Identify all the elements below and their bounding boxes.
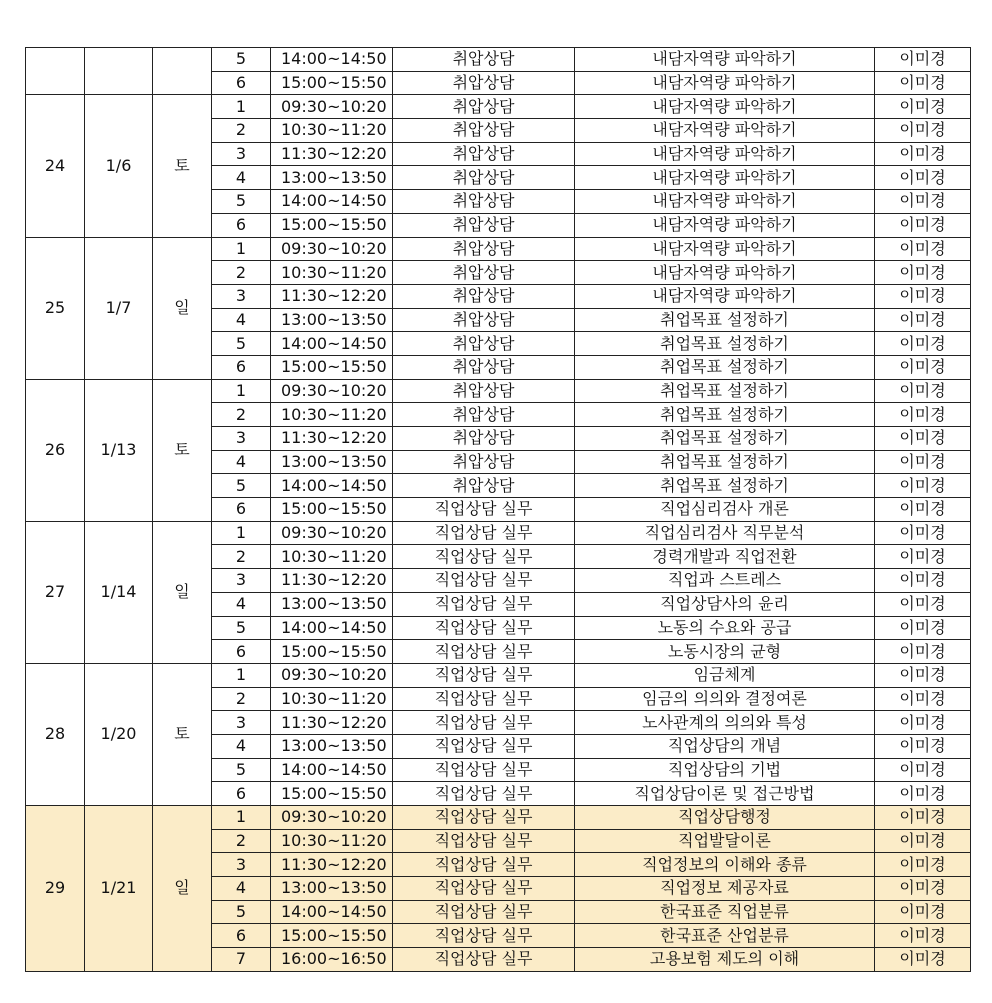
weekday-cell xyxy=(153,48,212,95)
instructor-cell: 이미경 xyxy=(875,782,971,806)
table-row xyxy=(26,806,971,830)
table-row xyxy=(26,237,971,261)
content-cell: 취업목표 설정하기 xyxy=(575,427,875,451)
time-cell: 15:00~15:50 xyxy=(271,640,393,664)
session-number-cell: 27 xyxy=(26,521,85,663)
time-cell: 14:00~14:50 xyxy=(271,48,393,72)
time-cell: 13:00~13:50 xyxy=(271,734,393,758)
instructor-cell: 이미경 xyxy=(875,592,971,616)
subject-cell: 취압상담 xyxy=(393,119,575,143)
subject-cell: 직업상담 실무 xyxy=(393,521,575,545)
time-cell: 10:30~11:20 xyxy=(271,829,393,853)
period-cell: 1 xyxy=(212,806,271,830)
period-cell: 4 xyxy=(212,166,271,190)
instructor-cell: 이미경 xyxy=(875,355,971,379)
time-cell: 09:30~10:20 xyxy=(271,663,393,687)
subject-cell: 취압상담 xyxy=(393,379,575,403)
subject-cell: 직업상담 실무 xyxy=(393,711,575,735)
date-cell: 1/20 xyxy=(85,663,153,805)
period-cell: 5 xyxy=(212,758,271,782)
period-cell: 3 xyxy=(212,142,271,166)
period-cell: 2 xyxy=(212,829,271,853)
time-cell: 11:30~12:20 xyxy=(271,853,393,877)
instructor-cell: 이미경 xyxy=(875,877,971,901)
subject-cell: 직업상담 실무 xyxy=(393,545,575,569)
content-cell: 직업발달이론 xyxy=(575,829,875,853)
content-cell: 고용보험 제도의 이해 xyxy=(575,948,875,972)
time-cell: 11:30~12:20 xyxy=(271,284,393,308)
content-cell: 직업과 스트레스 xyxy=(575,569,875,593)
time-cell: 13:00~13:50 xyxy=(271,308,393,332)
time-cell: 11:30~12:20 xyxy=(271,427,393,451)
subject-cell: 직업상담 실무 xyxy=(393,782,575,806)
instructor-cell: 이미경 xyxy=(875,332,971,356)
instructor-cell: 이미경 xyxy=(875,948,971,972)
period-cell: 6 xyxy=(212,924,271,948)
session-number-cell xyxy=(26,48,85,95)
time-cell: 09:30~10:20 xyxy=(271,237,393,261)
subject-cell: 직업상담 실무 xyxy=(393,900,575,924)
period-cell: 6 xyxy=(212,498,271,522)
period-cell: 3 xyxy=(212,711,271,735)
content-cell: 내담자역량 파악하기 xyxy=(575,95,875,119)
content-cell: 직업상담사의 윤리 xyxy=(575,592,875,616)
instructor-cell: 이미경 xyxy=(875,521,971,545)
weekday-cell: 일 xyxy=(153,237,212,379)
time-cell: 14:00~14:50 xyxy=(271,900,393,924)
instructor-cell: 이미경 xyxy=(875,711,971,735)
instructor-cell: 이미경 xyxy=(875,142,971,166)
instructor-cell: 이미경 xyxy=(875,427,971,451)
period-cell: 1 xyxy=(212,521,271,545)
period-cell: 5 xyxy=(212,616,271,640)
instructor-cell: 이미경 xyxy=(875,687,971,711)
content-cell: 노사관계의 의의와 특성 xyxy=(575,711,875,735)
period-cell: 2 xyxy=(212,545,271,569)
content-cell: 직업상담의 개념 xyxy=(575,734,875,758)
subject-cell: 취압상담 xyxy=(393,474,575,498)
period-cell: 6 xyxy=(212,355,271,379)
instructor-cell: 이미경 xyxy=(875,284,971,308)
period-cell: 3 xyxy=(212,284,271,308)
period-cell: 6 xyxy=(212,640,271,664)
content-cell: 취업목표 설정하기 xyxy=(575,355,875,379)
period-cell: 1 xyxy=(212,237,271,261)
time-cell: 11:30~12:20 xyxy=(271,142,393,166)
time-cell: 15:00~15:50 xyxy=(271,782,393,806)
time-cell: 09:30~10:20 xyxy=(271,521,393,545)
content-cell: 내담자역량 파악하기 xyxy=(575,166,875,190)
subject-cell: 직업상담 실무 xyxy=(393,592,575,616)
content-cell: 경력개발과 직업전환 xyxy=(575,545,875,569)
instructor-cell: 이미경 xyxy=(875,379,971,403)
instructor-cell: 이미경 xyxy=(875,71,971,95)
content-cell: 내담자역량 파악하기 xyxy=(575,119,875,143)
instructor-cell: 이미경 xyxy=(875,450,971,474)
period-cell: 1 xyxy=(212,379,271,403)
time-cell: 15:00~15:50 xyxy=(271,213,393,237)
date-cell: 1/13 xyxy=(85,379,153,521)
content-cell: 임금체계 xyxy=(575,663,875,687)
subject-cell: 취압상담 xyxy=(393,403,575,427)
period-cell: 3 xyxy=(212,427,271,451)
period-cell: 5 xyxy=(212,332,271,356)
subject-cell: 취압상담 xyxy=(393,190,575,214)
date-cell xyxy=(85,48,153,95)
schedule-table xyxy=(25,47,971,972)
instructor-cell: 이미경 xyxy=(875,663,971,687)
content-cell: 한국표준 직업분류 xyxy=(575,900,875,924)
time-cell: 14:00~14:50 xyxy=(271,190,393,214)
subject-cell: 취압상담 xyxy=(393,95,575,119)
subject-cell: 취압상담 xyxy=(393,308,575,332)
subject-cell: 직업상담 실무 xyxy=(393,948,575,972)
time-cell: 14:00~14:50 xyxy=(271,474,393,498)
time-cell: 13:00~13:50 xyxy=(271,166,393,190)
time-cell: 15:00~15:50 xyxy=(271,355,393,379)
period-cell: 4 xyxy=(212,877,271,901)
instructor-cell: 이미경 xyxy=(875,924,971,948)
period-cell: 3 xyxy=(212,853,271,877)
date-cell: 1/21 xyxy=(85,806,153,972)
time-cell: 15:00~15:50 xyxy=(271,924,393,948)
instructor-cell: 이미경 xyxy=(875,308,971,332)
period-cell: 4 xyxy=(212,734,271,758)
subject-cell: 직업상담 실무 xyxy=(393,853,575,877)
content-cell: 취업목표 설정하기 xyxy=(575,379,875,403)
time-cell: 13:00~13:50 xyxy=(271,450,393,474)
instructor-cell: 이미경 xyxy=(875,806,971,830)
instructor-cell: 이미경 xyxy=(875,403,971,427)
instructor-cell: 이미경 xyxy=(875,900,971,924)
content-cell: 취업목표 설정하기 xyxy=(575,450,875,474)
content-cell: 노동의 수요와 공급 xyxy=(575,616,875,640)
time-cell: 11:30~12:20 xyxy=(271,569,393,593)
time-cell: 14:00~14:50 xyxy=(271,616,393,640)
subject-cell: 취압상담 xyxy=(393,332,575,356)
weekday-cell: 일 xyxy=(153,521,212,663)
time-cell: 09:30~10:20 xyxy=(271,95,393,119)
content-cell: 취업목표 설정하기 xyxy=(575,474,875,498)
instructor-cell: 이미경 xyxy=(875,569,971,593)
content-cell: 직업상담이론 및 접근방법 xyxy=(575,782,875,806)
table-row xyxy=(26,379,971,403)
content-cell: 취업목표 설정하기 xyxy=(575,332,875,356)
date-cell: 1/6 xyxy=(85,95,153,237)
subject-cell: 취압상담 xyxy=(393,142,575,166)
time-cell: 14:00~14:50 xyxy=(271,332,393,356)
instructor-cell: 이미경 xyxy=(875,734,971,758)
subject-cell: 취압상담 xyxy=(393,284,575,308)
instructor-cell: 이미경 xyxy=(875,48,971,72)
subject-cell: 직업상담 실무 xyxy=(393,806,575,830)
subject-cell: 취압상담 xyxy=(393,48,575,72)
instructor-cell: 이미경 xyxy=(875,616,971,640)
period-cell: 7 xyxy=(212,948,271,972)
subject-cell: 직업상담 실무 xyxy=(393,569,575,593)
period-cell: 2 xyxy=(212,403,271,427)
instructor-cell: 이미경 xyxy=(875,166,971,190)
subject-cell: 직업상담 실무 xyxy=(393,663,575,687)
subject-cell: 취압상담 xyxy=(393,261,575,285)
subject-cell: 직업상담 실무 xyxy=(393,924,575,948)
instructor-cell: 이미경 xyxy=(875,758,971,782)
time-cell: 15:00~15:50 xyxy=(271,71,393,95)
instructor-cell: 이미경 xyxy=(875,853,971,877)
date-cell: 1/7 xyxy=(85,237,153,379)
content-cell: 직업상담행정 xyxy=(575,806,875,830)
subject-cell: 취압상담 xyxy=(393,450,575,474)
schedule-body xyxy=(26,48,971,972)
session-number-cell: 26 xyxy=(26,379,85,521)
session-number-cell: 28 xyxy=(26,663,85,805)
subject-cell: 취압상담 xyxy=(393,71,575,95)
weekday-cell: 토 xyxy=(153,95,212,237)
instructor-cell: 이미경 xyxy=(875,190,971,214)
time-cell: 10:30~11:20 xyxy=(271,403,393,427)
subject-cell: 직업상담 실무 xyxy=(393,877,575,901)
instructor-cell: 이미경 xyxy=(875,545,971,569)
time-cell: 11:30~12:20 xyxy=(271,711,393,735)
weekday-cell: 일 xyxy=(153,806,212,972)
subject-cell: 직업상담 실무 xyxy=(393,640,575,664)
period-cell: 5 xyxy=(212,48,271,72)
time-cell: 09:30~10:20 xyxy=(271,806,393,830)
subject-cell: 직업상담 실무 xyxy=(393,734,575,758)
time-cell: 10:30~11:20 xyxy=(271,261,393,285)
table-row xyxy=(26,663,971,687)
subject-cell: 취압상담 xyxy=(393,213,575,237)
time-cell: 10:30~11:20 xyxy=(271,687,393,711)
period-cell: 5 xyxy=(212,900,271,924)
instructor-cell: 이미경 xyxy=(875,95,971,119)
weekday-cell: 토 xyxy=(153,379,212,521)
period-cell: 5 xyxy=(212,190,271,214)
content-cell: 내담자역량 파악하기 xyxy=(575,142,875,166)
content-cell: 취업목표 설정하기 xyxy=(575,403,875,427)
table-row xyxy=(26,48,971,72)
time-cell: 09:30~10:20 xyxy=(271,379,393,403)
content-cell: 내담자역량 파악하기 xyxy=(575,213,875,237)
period-cell: 3 xyxy=(212,569,271,593)
content-cell: 직업상담의 기법 xyxy=(575,758,875,782)
subject-cell: 직업상담 실무 xyxy=(393,616,575,640)
content-cell: 내담자역량 파악하기 xyxy=(575,261,875,285)
instructor-cell: 이미경 xyxy=(875,213,971,237)
content-cell: 직업정보의 이해와 종류 xyxy=(575,853,875,877)
period-cell: 6 xyxy=(212,213,271,237)
period-cell: 1 xyxy=(212,95,271,119)
instructor-cell: 이미경 xyxy=(875,498,971,522)
subject-cell: 직업상담 실무 xyxy=(393,758,575,782)
period-cell: 2 xyxy=(212,119,271,143)
subject-cell: 직업상담 실무 xyxy=(393,687,575,711)
period-cell: 6 xyxy=(212,71,271,95)
time-cell: 10:30~11:20 xyxy=(271,545,393,569)
period-cell: 2 xyxy=(212,687,271,711)
time-cell: 14:00~14:50 xyxy=(271,758,393,782)
content-cell: 한국표준 산업분류 xyxy=(575,924,875,948)
content-cell: 직업심리검사 개론 xyxy=(575,498,875,522)
table-row xyxy=(26,95,971,119)
session-number-cell: 29 xyxy=(26,806,85,972)
content-cell: 직업정보 제공자료 xyxy=(575,877,875,901)
period-cell: 2 xyxy=(212,261,271,285)
content-cell: 노동시장의 균형 xyxy=(575,640,875,664)
subject-cell: 직업상담 실무 xyxy=(393,829,575,853)
period-cell: 4 xyxy=(212,592,271,616)
time-cell: 10:30~11:20 xyxy=(271,119,393,143)
session-number-cell: 25 xyxy=(26,237,85,379)
subject-cell: 취압상담 xyxy=(393,427,575,451)
content-cell: 내담자역량 파악하기 xyxy=(575,190,875,214)
content-cell: 내담자역량 파악하기 xyxy=(575,71,875,95)
subject-cell: 취압상담 xyxy=(393,237,575,261)
content-cell: 직업심리검사 직무분석 xyxy=(575,521,875,545)
instructor-cell: 이미경 xyxy=(875,261,971,285)
subject-cell: 취압상담 xyxy=(393,166,575,190)
date-cell: 1/14 xyxy=(85,521,153,663)
table-row xyxy=(26,521,971,545)
period-cell: 6 xyxy=(212,782,271,806)
time-cell: 15:00~15:50 xyxy=(271,498,393,522)
period-cell: 4 xyxy=(212,450,271,474)
instructor-cell: 이미경 xyxy=(875,119,971,143)
instructor-cell: 이미경 xyxy=(875,474,971,498)
time-cell: 13:00~13:50 xyxy=(271,877,393,901)
time-cell: 13:00~13:50 xyxy=(271,592,393,616)
content-cell: 내담자역량 파악하기 xyxy=(575,48,875,72)
content-cell: 내담자역량 파악하기 xyxy=(575,284,875,308)
subject-cell: 취압상담 xyxy=(393,355,575,379)
weekday-cell: 토 xyxy=(153,663,212,805)
session-number-cell: 24 xyxy=(26,95,85,237)
content-cell: 임금의 의의와 결정여론 xyxy=(575,687,875,711)
instructor-cell: 이미경 xyxy=(875,237,971,261)
instructor-cell: 이미경 xyxy=(875,829,971,853)
period-cell: 4 xyxy=(212,308,271,332)
content-cell: 내담자역량 파악하기 xyxy=(575,237,875,261)
subject-cell: 직업상담 실무 xyxy=(393,498,575,522)
content-cell: 취업목표 설정하기 xyxy=(575,308,875,332)
time-cell: 16:00~16:50 xyxy=(271,948,393,972)
instructor-cell: 이미경 xyxy=(875,640,971,664)
period-cell: 5 xyxy=(212,474,271,498)
period-cell: 1 xyxy=(212,663,271,687)
